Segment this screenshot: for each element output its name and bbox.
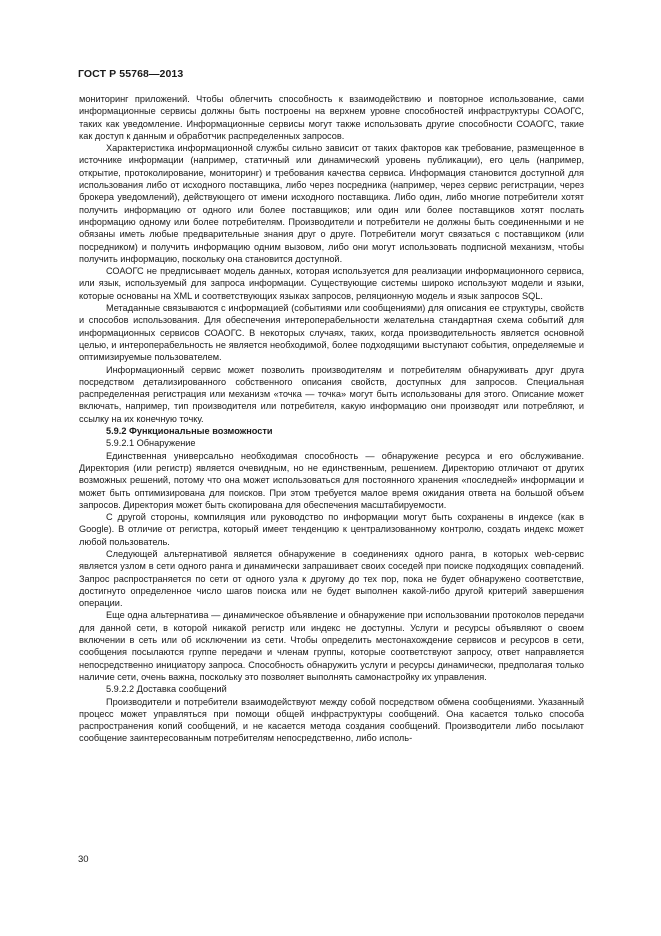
paragraph: С другой стороны, компиляция или руководство по информации могут быть сохранены в индексе (как в Google). В отличие от регистра, который имеет тенденцию к централизованному контролю, создать индекс может любой пользователь. bbox=[79, 512, 584, 547]
section-heading-text: 5.9.2 Функциональные возможности bbox=[106, 426, 273, 437]
paragraph: Характеристика информационной службы сильно зависит от таких факторов как требование, размещенное в источнике информации (например, статичный или динамический уровень публикации), его цель (например, открытие, протоколирование, мониторинг) и требования качества сервиса. Информация становится доступной для использования либо от исходного поставщика, либо через посредника (например, через сервис регистрации, через брокера уведомлений), действующего от имени исходного поставщика. Либо один, либо многие потребители хотят получить информацию от одного или более поставщиков; или один или более поставщиков хотят послать информацию одному или более потребителям. Производители и потребители не должны быть соединенными и не обязаны иметь любые предварительные знания друг о друге. Потребители могут связаться с поставщиком (или посредником) и получить информацию одним вызовом, либо они могут использовать подписной механизм, чтобы получить информацию, поскольку она становится доступной. bbox=[79, 143, 584, 264]
paragraph: Следующей альтернативой является обнаружение в соединениях одного ранга, в которых web-сервис является узлом в сети одного ранга и динамически запрашивает своих соседей при поиске подходящих совпадений. Запрос распространяется по сети от одного узла к другому до тех пор, пока не будет обнаружено соответствие, достигнуто определенное число шагов поиска или не будет выполнен какой-либо другой критерий завершения операции. bbox=[79, 548, 584, 609]
paragraph: Единственная универсально необходимая способность — обнаружение ресурса и его обслуживание. Директория (или регистр) является очевидным, но не единственным, решением. Директорию отличают от других возможных решений, потому что она может использоваться для постоянного хранения «последней» информации и может быть оптимизирована для поисков. При этом требуется малое время ожидания ответа на большой объем запросов. Директория может быть скопирована для обеспечения масштабируемости. bbox=[79, 450, 584, 510]
subsection-heading: 5.9.2.1 Обнаружение bbox=[106, 438, 196, 449]
standard-header: ГОСТ Р 55768—2013 bbox=[78, 68, 184, 80]
document-body bbox=[79, 93, 584, 745]
subsection-heading: 5.9.2.2 Доставка сообщений bbox=[106, 684, 227, 695]
paragraph: Производители и потребители взаимодействуют между собой посредством обмена сообщениями. Указанный процесс может управляться при помощи общей инфраструктуры сообщений. Она касается только способа распространения копий сообщений, и не касается метода создания сообщений. Производители либо посылают сообщение заинтересованным потребителям непосредственно, либо исполь- bbox=[79, 696, 584, 744]
page-number: 30 bbox=[78, 854, 89, 865]
paragraph: мониторинг приложений. Чтобы облегчить способность к взаимодействию и повторное использование, сами информационные сервисы должны быть построены на верхнем уровне способностей инфраструктуры СОАОГС, таких как уведомление. Информационные сервисы могут также использовать другие способности СОАОГС, такие как доступ к данным и обработчик распределенных запросов. bbox=[79, 94, 584, 141]
paragraph: Информационный сервис может позволить производителям и потребителям обнаруживать друг друга посредством детализированного собственного описания свойств, доступных для запросов. Специальная распределенная регистрация или механизм «точка — точка» могут быть использованы для этого. Описание может включать, например, тип производителя или потребителя, какую информацию они производят или потребляют, и ссылку на их конечную точку. bbox=[79, 364, 584, 424]
paragraph: Еще одна альтернатива — динамическое объявление и обнаружение при использовании протоколов передачи для данной сети, в которой никакой регистр или индекс не доступны. Услуги и ресурсы объявляют о своем включении в сеть или об исключении из сети. Чтобы определить местонахождение сервисов и ресурсов в сети, сообщения посылаются группе передачи и членам группы, которые соответствуют запросу, ответ направляется непосредственно инициатору запроса. Способность обнаружить услуги и ресурсы динамически, предполагая только наличие сети, очень важна, поскольку это позволяет выполнять самонастройку их управления. bbox=[79, 610, 584, 682]
paragraph: СОАОГС не предписывает модель данных, которая используется для реализации информационного сервиса, или язык, используемый для запроса информации. Существующие системы широко используют модели и языки, которые основаны на XML и соответствующих языках запросов, реляционную модель и язык запросов SQL. bbox=[79, 266, 584, 301]
paragraph: Метаданные связываются с информацией (событиями или сообщениями) для описания ее структуры, свойств и способов использования. Для обеспечения интероперабельности желательна стандартная схема событий для информационных сервисов СОАОГС. В некоторых случаях, таких, когда производительность является основной целью, и интероперабельность не является необходимой, более подходящими выступают события, определяемые и оптимизируемые пользователем. bbox=[79, 303, 584, 363]
section-heading bbox=[79, 425, 584, 437]
